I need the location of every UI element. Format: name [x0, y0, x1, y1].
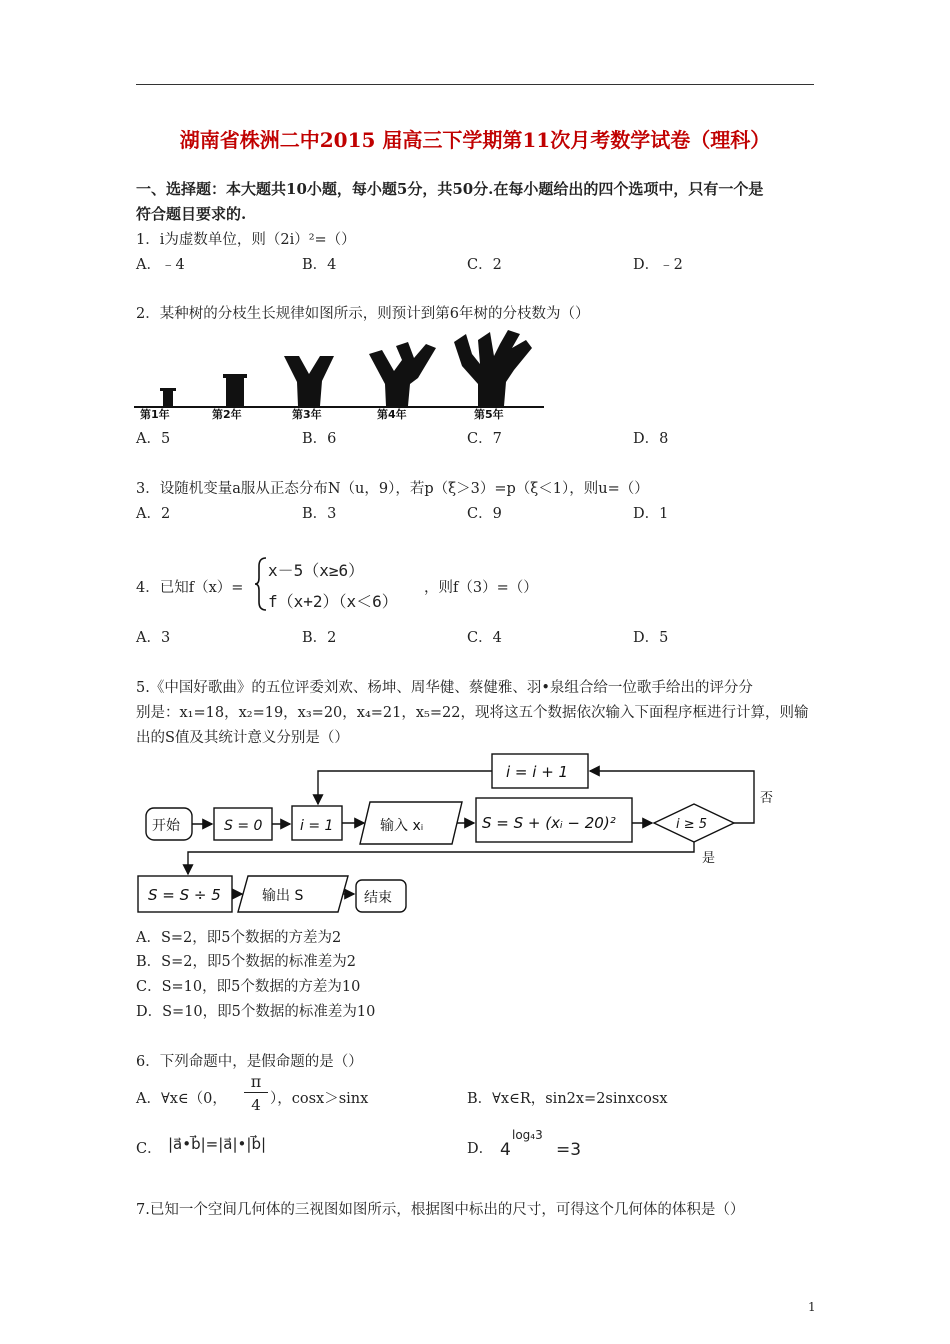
tree-label-1: 第1年 — [140, 408, 170, 421]
q2-option-c: C．7 — [467, 431, 502, 447]
q6-fraction-bar — [244, 1092, 268, 1093]
flow-yes-label: 是 — [702, 851, 716, 866]
flow-divide: S = S ÷ 5 — [148, 886, 221, 904]
flow-update: S = S + (xᵢ − 20)² — [482, 814, 616, 832]
question-3-stem: 3．设随机变量a服从正态分布N（u，9），若p（ξ＞3）=p（ξ＜1），则u=（） — [136, 481, 649, 497]
tree-growth-figure — [134, 326, 544, 422]
tree-year-4 — [369, 342, 436, 406]
q6-option-d-exponent: log₄3 — [512, 1128, 543, 1142]
question-1-stem: 1．i为虚数单位，则（2i）²=（） — [136, 232, 356, 248]
q6-option-c-expression: |a⃗•b⃗|=|a⃗|•|b⃗| — [168, 1135, 267, 1153]
q6-option-b: B．∀x∈R，sin2x=2sinxcosx — [467, 1091, 668, 1107]
flow-increment: i = i + 1 — [506, 763, 569, 781]
header-rule — [136, 84, 814, 85]
q1-option-a: A．﹣4 — [136, 257, 185, 273]
q6-fraction-denominator: 4 — [251, 1096, 261, 1114]
q3-option-a: A．2 — [136, 506, 171, 522]
piecewise-case-2: f（x+2）（x＜6） — [268, 592, 398, 611]
tree-year-1 — [160, 388, 176, 406]
q3-option-b: B．3 — [302, 506, 337, 522]
question-5-line-2: 别是：x₁=18，x₂=19，x₃=20，x₄=21，x₅=22，现将这五个数据依次输入下面程序框进行计算，则输 — [136, 705, 809, 721]
section-heading-line2: 符合题目要求的. — [136, 205, 247, 223]
flowchart — [134, 752, 784, 920]
tree-label-5: 第5年 — [474, 408, 504, 421]
tree-year-3 — [284, 356, 334, 406]
q6-option-d-label: D． — [467, 1141, 494, 1157]
q5-option-d: D．S=10，即5个数据的标准差为10 — [136, 1004, 376, 1020]
question-2-stem: 2．某种树的分枝生长规律如图所示，则预计到第6年树的分枝数为（） — [136, 306, 590, 322]
q1-option-d: D．﹣2 — [633, 257, 683, 273]
flow-condition: i ≥ 5 — [676, 817, 708, 832]
question-4-suffix: ，则f（3）=（） — [424, 580, 538, 596]
piecewise-case-1: x－5（x≥6） — [268, 561, 365, 580]
page-title: 湖南省株洲二中2015 届高三下学期第11次月考数学试卷（理科） — [179, 128, 771, 152]
page-number: 1 — [808, 1300, 816, 1314]
tree-year-2 — [223, 374, 247, 406]
q4-option-c: C．4 — [467, 630, 502, 646]
q4-option-b: B．2 — [302, 630, 337, 646]
q5-option-b: B．S=2，即5个数据的标准差为2 — [136, 954, 356, 970]
q6-fraction-numerator: π — [250, 1072, 262, 1091]
q5-option-a: A．S=2，即5个数据的方差为2 — [136, 930, 342, 946]
q1-option-c: C．2 — [467, 257, 502, 273]
question-6-stem: 6．下列命题中，是假命题的是（） — [136, 1054, 363, 1070]
question-5-line-1: 5.《中国好歌曲》的五位评委刘欢、杨坤、周华健、蔡健雅、羽•泉组合给一位歌手给出的评分分 — [136, 680, 753, 696]
flow-input: 输入 xᵢ — [380, 818, 424, 834]
q3-option-d: D．1 — [633, 506, 669, 522]
question-5-line-3: 出的S值及其统计意义分别是（） — [136, 730, 349, 746]
question-4-prefix: 4．已知f（x）= — [136, 580, 244, 596]
tree-label-2: 第2年 — [212, 408, 242, 421]
q2-option-a: A．5 — [136, 431, 171, 447]
q6-option-d-base: 4 — [500, 1140, 511, 1160]
q4-option-d: D．5 — [633, 630, 669, 646]
flow-s0: S = 0 — [224, 818, 263, 834]
flow-no-label: 否 — [760, 791, 774, 806]
flow-start: 开始 — [152, 818, 180, 834]
q5-option-c: C．S=10，即5个数据的方差为10 — [136, 979, 361, 995]
q2-option-b: B．6 — [302, 431, 337, 447]
tree-year-5 — [454, 330, 532, 406]
q4-option-a: A．3 — [136, 630, 171, 646]
flow-i1: i = 1 — [300, 818, 334, 834]
q6-option-a-suffix: ），cosx＞sinx — [270, 1091, 369, 1107]
q6-option-d-rest: =3 — [556, 1140, 582, 1160]
q2-option-d: D．8 — [633, 431, 669, 447]
q6-option-c-label: C． — [136, 1141, 162, 1157]
question-7-stem: 7.已知一个空间几何体的三视图如图所示，根据图中标出的尺寸，可得这个几何体的体积是（） — [136, 1202, 745, 1218]
q6-option-a-prefix: A．∀x∈（0， — [136, 1091, 227, 1107]
flow-end: 结束 — [364, 890, 392, 906]
piecewise-brace — [254, 556, 268, 612]
flow-output: 输出 S — [262, 888, 304, 904]
q1-option-b: B．4 — [302, 257, 337, 273]
tree-label-4: 第4年 — [377, 408, 407, 421]
q3-option-c: C．9 — [467, 506, 502, 522]
tree-label-3: 第3年 — [292, 408, 322, 421]
section-heading-line1: 一、选择题：本大题共10小题，每小题5分，共50分.在每小题给出的四个选项中，只有一个是 — [136, 180, 764, 198]
